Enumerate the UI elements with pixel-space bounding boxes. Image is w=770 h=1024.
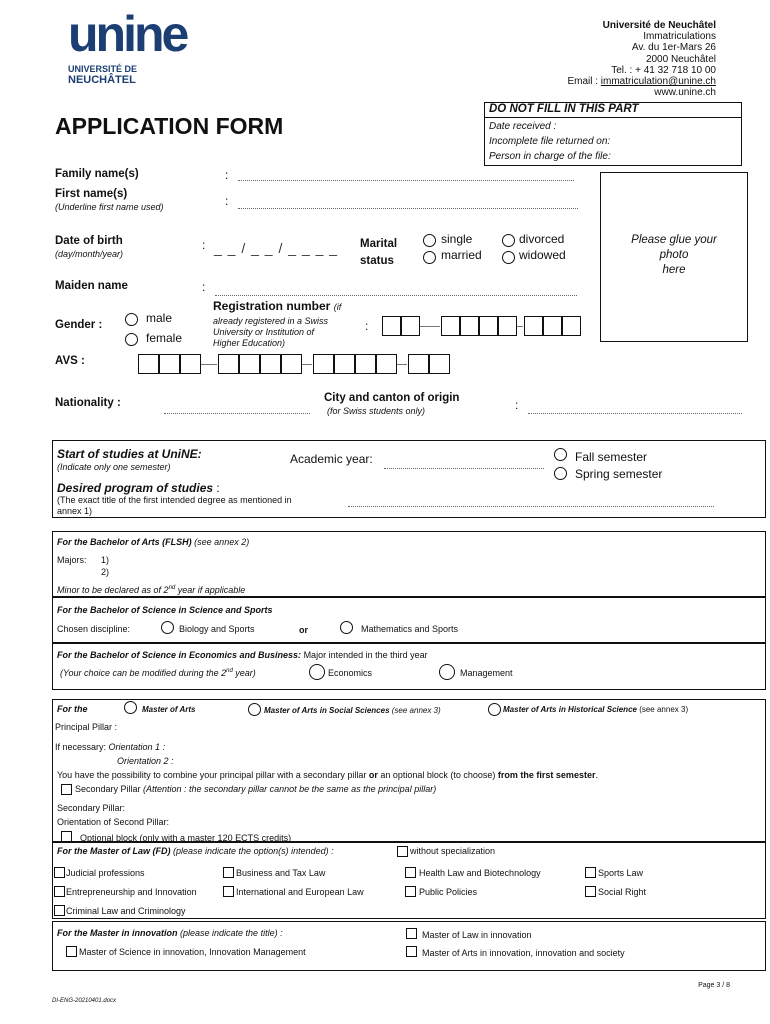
document-code: DI-ENG-20210401.docx [52,998,117,1004]
photo-text-1: Please glue your [631,234,717,246]
judicial-checkbox[interactable] [54,867,65,878]
bachelor-sports-title: For the Bachelor of Science in Science and Sports [57,605,273,615]
program-hint-2: annex 1) [57,506,93,516]
page-number: Page 3 / 8 [698,982,730,989]
chosen-discipline-label: Chosen discipline: [57,624,131,634]
spring-semester-label: Spring semester [575,467,663,481]
dob-colon: : [202,238,206,252]
single-radio[interactable] [423,234,436,247]
sports-law-label: Sports Law [598,868,644,878]
management-label: Management [460,668,513,678]
bachelor-econ-title: For the Bachelor of Science in Economics and Business: Major intended in the third year [57,650,428,660]
master-science-innovation-checkbox[interactable] [66,946,77,957]
fall-semester-radio[interactable] [554,448,567,461]
secondary-pillar-label: Secondary Pillar: [57,803,126,813]
spring-semester-radio[interactable] [554,467,567,480]
master-law-innovation-label: Master of Law in innovation [422,930,532,940]
public-policies-checkbox[interactable] [405,886,416,897]
office-use-box [484,102,742,166]
program-hint-1: (The exact title of the first intended degree as mentioned in [57,495,292,505]
economics-radio[interactable] [309,664,325,680]
master-arts-innovation-checkbox[interactable] [406,946,417,957]
master-science-innovation-label: Master of Science in innovation, Innovation Management [79,947,306,957]
optional-block-checkbox[interactable] [61,831,72,842]
secondary-pillar-checkbox[interactable] [61,784,72,795]
biology-sports-label: Biology and Sports [179,624,255,634]
orientation-second-label: Orientation of Second Pillar: [57,817,170,827]
university-address [456,20,716,98]
start-studies-label: Start of studies at UniNE: [57,447,202,461]
master-law-innovation-checkbox[interactable] [406,928,417,939]
optional-block-label: Optional block (only with a master 120 ECTS credits) [80,833,292,843]
married-label: married [441,248,482,262]
criminal-law-checkbox[interactable] [54,905,65,916]
widowed-radio[interactable] [502,251,515,264]
registration-colon: : [365,319,369,333]
marital-label-1: Marital [360,238,398,250]
without-specialization-checkbox[interactable] [397,846,408,857]
first-name-hint: (Underline first name used) [55,202,164,212]
master-arts-radio[interactable] [124,701,137,714]
bachelor-sports-section [52,597,766,643]
secondary-pillar-option: Secondary Pillar (Attention : the secondary pillar cannot be the same as the principal pillar) [75,784,437,794]
city-canton-label: City and canton of origin [324,392,460,404]
office-incomplete: Incomplete file returned on: [489,136,611,147]
without-specialization-label: without specialization [410,846,496,856]
maiden-name-input[interactable] [215,295,577,296]
logo-line1: UNIVERSITÉ DE [68,64,138,74]
start-studies-hint: (Indicate only one semester) [57,462,171,472]
nationality-label: Nationality : [55,397,121,409]
master-for-the: For the [57,704,88,714]
master-law-title: For the Master of Law (FD) (please indicate the option(s) intended) : [57,846,334,856]
dob-input[interactable]: _ _ / _ _ / _ _ _ _ [214,240,339,256]
majors-label: Majors: [57,555,87,565]
address-office: Immatriculations [643,31,716,43]
city-canton-hint: (for Swiss students only) [327,406,426,416]
major-1: 1) [101,555,110,565]
male-label: male [146,311,173,325]
master-historical-label: Master of Arts in Historical Science (see annex 3) [503,705,689,714]
divorced-label: divorced [519,232,565,246]
international-law-label: International and European Law [236,887,364,897]
master-arts-innovation-label: Master of Arts in innovation, innovation and society [422,948,625,958]
first-name-label: First name(s) [55,188,128,200]
master-social-label: Master of Arts in Social Sciences (see annex 3) [264,706,441,715]
sports-law-checkbox[interactable] [585,867,596,878]
marital-label-2: status [360,255,394,267]
family-name-colon: : [225,168,229,182]
office-box-header: DO NOT FILL IN THIS PART [489,103,639,115]
dob-hint: (day/month/year) [55,249,124,259]
possibility-note: You have the possibility to combine your principal pillar with a secondary pillar or an optional block (to choose) from the first semester. [57,770,598,780]
program-label: Desired program of studies : [57,481,220,495]
address-name: Université de Neuchâtel [602,20,716,31]
registration-hint-2: University or Institution of [213,327,315,337]
family-name-input[interactable] [238,180,574,181]
health-law-checkbox[interactable] [405,867,416,878]
university-logo [68,6,198,90]
bachelor-arts-title: For the Bachelor of Arts (FLSH) (see annex 2) [57,537,250,547]
economics-label: Economics [328,668,373,678]
math-sports-radio[interactable] [340,621,353,634]
minor-note: Minor to be declared as of 2nd year if applicable [57,585,246,595]
international-law-checkbox[interactable] [223,886,234,897]
photo-text-3: here [662,264,686,276]
entrepreneurship-label: Entrepreneurship and Innovation [66,887,197,897]
dob-label: Date of birth [55,235,123,247]
city-canton-colon: : [515,398,519,412]
address-web[interactable]: www.unine.ch [654,87,716,99]
female-radio[interactable] [125,333,138,346]
married-radio[interactable] [423,251,436,264]
address-city: 2000 Neuchâtel [645,53,716,65]
first-name-colon: : [225,194,229,208]
maiden-name-colon: : [202,280,206,294]
address-street: Av. du 1er-Mars 26 [631,42,716,54]
address-email-line: Email : immatriculation@unine.ch [567,76,716,88]
criminal-law-label: Criminal Law and Criminology [66,906,186,916]
master-innovation-title: For the Master in innovation (please indicate the title) : [57,928,283,938]
public-policies-label: Public Policies [419,887,478,897]
office-date-received: Date received : [489,121,557,132]
business-tax-label: Business and Tax Law [236,868,326,878]
principal-pillar-label: Principal Pillar : [55,722,118,732]
female-label: female [146,331,183,345]
single-label: single [441,232,473,246]
biology-sports-radio[interactable] [161,621,174,634]
judicial-label: Judicial professions [66,868,145,878]
avs-label: AVS : [55,355,85,367]
email-link[interactable]: immatriculation@unine.ch [600,76,716,88]
or-label: or [299,625,308,635]
registration-hint-3: Higher Education) [213,338,286,348]
page-title: APPLICATION FORM [55,113,284,139]
orientation-2-label: Orientation 2 : [117,756,174,766]
math-sports-label: Mathematics and Sports [361,624,459,634]
management-radio[interactable] [439,664,455,680]
photo-text-2: photo [659,249,689,261]
major-2: 2) [101,567,110,577]
econ-hint: (Your choice can be modified during the 2nd year) [60,668,256,678]
logo-line2: NEUCHÂTEL [68,74,136,86]
master-social-radio[interactable] [248,703,261,716]
photo-box[interactable] [600,172,748,342]
entrepreneurship-checkbox[interactable] [54,886,65,897]
address-tel: Tel. : + 41 32 718 10 00 [611,64,716,76]
widowed-label: widowed [519,248,566,262]
office-person: Person in charge of the file: [489,151,611,162]
city-canton-input[interactable] [528,413,742,414]
master-historical-radio[interactable] [488,703,501,716]
registration-title: Registration number (if [213,299,342,313]
social-right-label: Social Right [598,887,647,897]
nationality-input[interactable] [164,413,310,414]
academic-year-input[interactable] [384,468,544,469]
if-necessary-line: If necessary: Orientation 1 : [55,742,166,752]
health-law-label: Health Law and Biotechnology [419,868,541,878]
male-radio[interactable] [125,313,138,326]
registration-hint-1: already registered in a Swiss [213,316,329,326]
fall-semester-label: Fall semester [575,450,648,464]
divorced-radio[interactable] [502,234,515,247]
business-tax-checkbox[interactable] [223,867,234,878]
master-arts-label: Master of Arts [142,705,196,714]
academic-year-label: Academic year: [290,452,373,466]
gender-label: Gender : [55,319,103,331]
family-name-label: Family name(s) [55,168,139,180]
maiden-name-label: Maiden name [55,280,128,292]
logo-wordmark: unine [68,6,187,62]
first-name-input[interactable] [238,208,578,209]
program-input[interactable] [348,506,714,507]
social-right-checkbox[interactable] [585,886,596,897]
